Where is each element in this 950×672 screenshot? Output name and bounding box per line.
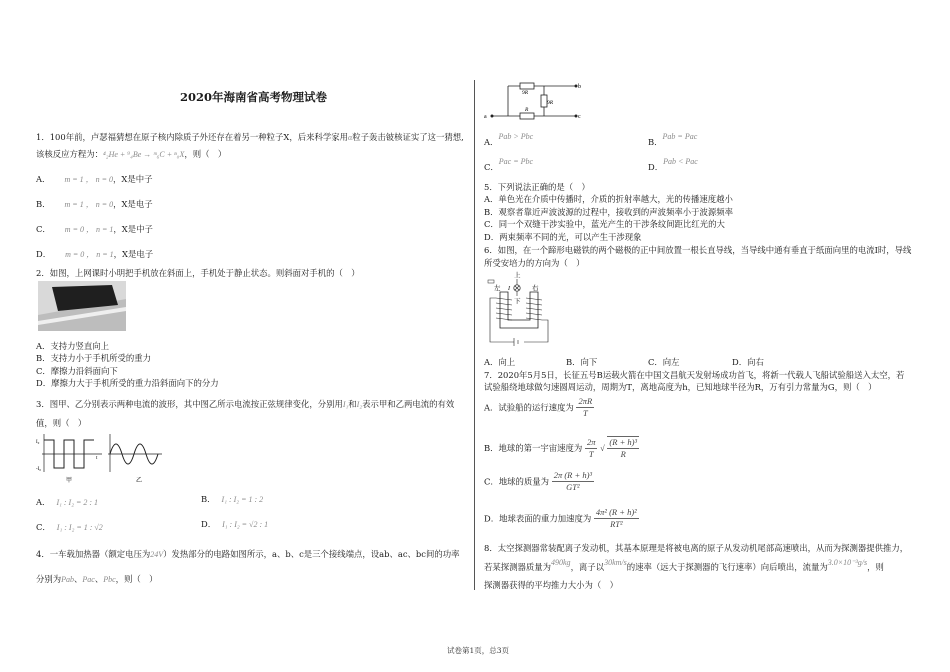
q6-stem-line1: 6．如图，在一个蹄形电磁铁的两个磁极的正中间放置一根长直导线，当导线中通有垂直于纸面向里的电流I时，导线	[484, 245, 912, 255]
q8-stem-line3: 探测器获得的平均推力大小为（ ）	[484, 580, 618, 590]
q3-option-a[interactable]: A． I₁ : I₂ = 2 : 1	[36, 497, 99, 507]
q5-option-a[interactable]: A．单色光在介质中传播时，介质的折射率越大，光的传播速度越小	[484, 194, 733, 204]
q7-stem-line2: 试验船绕地球做匀速圆周运动，周期为T，离地高度为h，已知地球半径为R，万有引力常量为G，则（ ）	[484, 382, 877, 392]
svg-text:I: I	[508, 286, 510, 292]
q7-option-b[interactable]: B．地球的第一宇宙速度为 $\frac{2\pi}{T}$ √ $\frac{\text{(R + h)³}}{R}$	[484, 436, 638, 460]
alpha-symbol: α	[348, 133, 353, 142]
q7-stem-line1: 7．2020年5月5日，长征五号B运载火箭在中国文昌航天发射场成功首飞，将新一代载人飞船试验船送入太空，若	[484, 370, 905, 380]
phone-on-slope-photo	[38, 281, 126, 331]
q4-option-d[interactable]: D．Pab < Pac	[648, 157, 698, 172]
q5-option-c[interactable]: C．同一个双缝干涉实验中，蓝光产生的干涉条纹间距比红光的大	[484, 219, 725, 229]
q4-circuit-figure	[484, 80, 584, 124]
q2-stem: 2．如图，上网课时小明把手机放在斜面上，手机处于静止状态。则斜面对手机的（ ）	[36, 268, 360, 278]
q3-option-c[interactable]: C． I₁ : I₂ = 1 : √2	[36, 522, 103, 532]
q4-option-b[interactable]: B．Pab = Pac	[648, 132, 698, 147]
q7-option-c[interactable]: C．地球的质量为 $\frac{\text{2π (R + h)³}}{\text{GT²}}$	[484, 470, 592, 493]
q6-option-b[interactable]: B．向下	[566, 357, 598, 367]
q1-stem-line1: 1．100年前，卢瑟福猜想在原子核内除质子外还存在着另一种粒子X，后来科学家用α粒子轰击铍核证实了这一猜想,	[36, 132, 464, 142]
q7-option-a[interactable]: A．试验船的运行速度为 $\frac{2\pi R}{T}$	[484, 396, 593, 419]
column-divider	[474, 80, 475, 590]
svg-text:I₀: I₀	[36, 440, 40, 445]
q8-stem-line2: 若某探测器质量为490kg，离子以30km/s的速率（远大于探测器的飞行速率）向后喷出，流量为3.0×10⁻³g/s，则	[484, 558, 884, 572]
q7-option-d[interactable]: D．地球表面的重力加速度为 $\frac{\text{4π² (R + h)²}}{\text{RT²}}$	[484, 507, 637, 530]
svg-text:9R: 9R	[522, 90, 529, 96]
q1-equation: ⁴₂He + ⁹₄Be → ᵐ₆C + ⁿ₀X	[103, 150, 185, 159]
q4-option-c[interactable]: C．Pac = Pbc	[484, 157, 534, 172]
q2-option-b[interactable]: B．支持力小于手机所受的重力	[36, 353, 152, 363]
q8-stem-line1: 8．太空探测器常装配离子发动机，其基本原理是将被电离的原子从发动机尾部高速喷出，从而为探测器提供推力，	[484, 543, 909, 553]
label-jia: 甲	[66, 478, 73, 484]
q2-option-d[interactable]: D．摩擦力大于手机所受的重力沿斜面向下的分力	[36, 378, 219, 388]
q5-option-d[interactable]: D．两束频率不同的光，可以产生干涉现象	[484, 232, 642, 242]
q3-option-b[interactable]: B． I₁ : I₂ = 1 : 2	[201, 494, 264, 504]
svg-text:上: 上	[514, 272, 521, 279]
q6-option-d[interactable]: D．向右	[732, 357, 764, 367]
q6-stem-line2: 所受安培力的方向为（ ）	[484, 258, 585, 268]
q1-option-c[interactable]: C． m = 0 ， n = 1，X是中子	[36, 224, 153, 234]
q7-a-fraction: $\frac{2\pi R}{T}$	[578, 396, 593, 419]
page-footer: 试卷第1页，总3页	[447, 646, 510, 655]
q3-waveforms-figure	[36, 432, 164, 484]
q3-option-d[interactable]: D． I₁ : I₂ = √2 : 1	[201, 519, 269, 529]
q4-stem-line2: 分别为Pab、Pac、Pbc，则（ ）	[36, 574, 158, 584]
svg-text:-I₀: -I₀	[36, 467, 42, 472]
svg-text:右: 右	[532, 285, 539, 292]
q6-option-c[interactable]: C．向左	[648, 357, 680, 367]
q4-option-a[interactable]: A．Pab > Pbc	[484, 132, 534, 147]
q3-stem-line1: 3．图甲、乙分别表示两种电流的波形，其中图乙所示电流按正弦规律变化，分别用I₁和I₂表示甲和乙两电流的有效	[36, 399, 455, 409]
q5-option-b[interactable]: B．观察者靠近声波波源的过程中，接收到的声波频率小于波源频率	[484, 207, 734, 217]
svg-text:R: R	[525, 107, 529, 113]
svg-text:a: a	[484, 114, 487, 120]
q5-stem: 5．下列说法正确的是（ ）	[484, 182, 590, 192]
q6-option-a[interactable]: A．向上	[484, 357, 516, 367]
q1-stem-line2: 该核反应方程为：⁴₂He + ⁹₄Be → ᵐ₆C + ⁿ₀X，则（ ）	[36, 149, 227, 159]
q6-electromagnet-figure	[484, 270, 564, 352]
q1-option-a[interactable]: A． m = 1 ， n = 0，X是中子	[36, 174, 153, 184]
q3-stem-line2: 值，则（ ）	[36, 418, 87, 428]
svg-text:9R: 9R	[547, 100, 554, 106]
q1-option-b[interactable]: B． m = 1 ， n = 0，X是电子	[36, 199, 153, 209]
svg-text:左: 左	[494, 285, 501, 292]
svg-text:t: t	[96, 456, 98, 461]
svg-text:b: b	[578, 84, 581, 90]
page-title: 2020年海南省高考物理试卷	[180, 90, 328, 104]
svg-text:下: 下	[514, 298, 521, 305]
q2-option-c[interactable]: C．摩擦力沿斜面向下	[36, 366, 118, 376]
q2-option-a[interactable]: A．支持力竖直向上	[36, 341, 110, 351]
q4-stem-line1: 4．一车载加热器（额定电压为24V）发热部分的电路如图所示，a、b、c是三个接线端点，设ab、ac、bc间的功率	[36, 549, 460, 559]
label-yi: 乙	[136, 478, 143, 484]
svg-text:c: c	[578, 114, 581, 120]
q1-option-d[interactable]: D． m = 0 ， n = 1，X是电子	[36, 249, 154, 259]
